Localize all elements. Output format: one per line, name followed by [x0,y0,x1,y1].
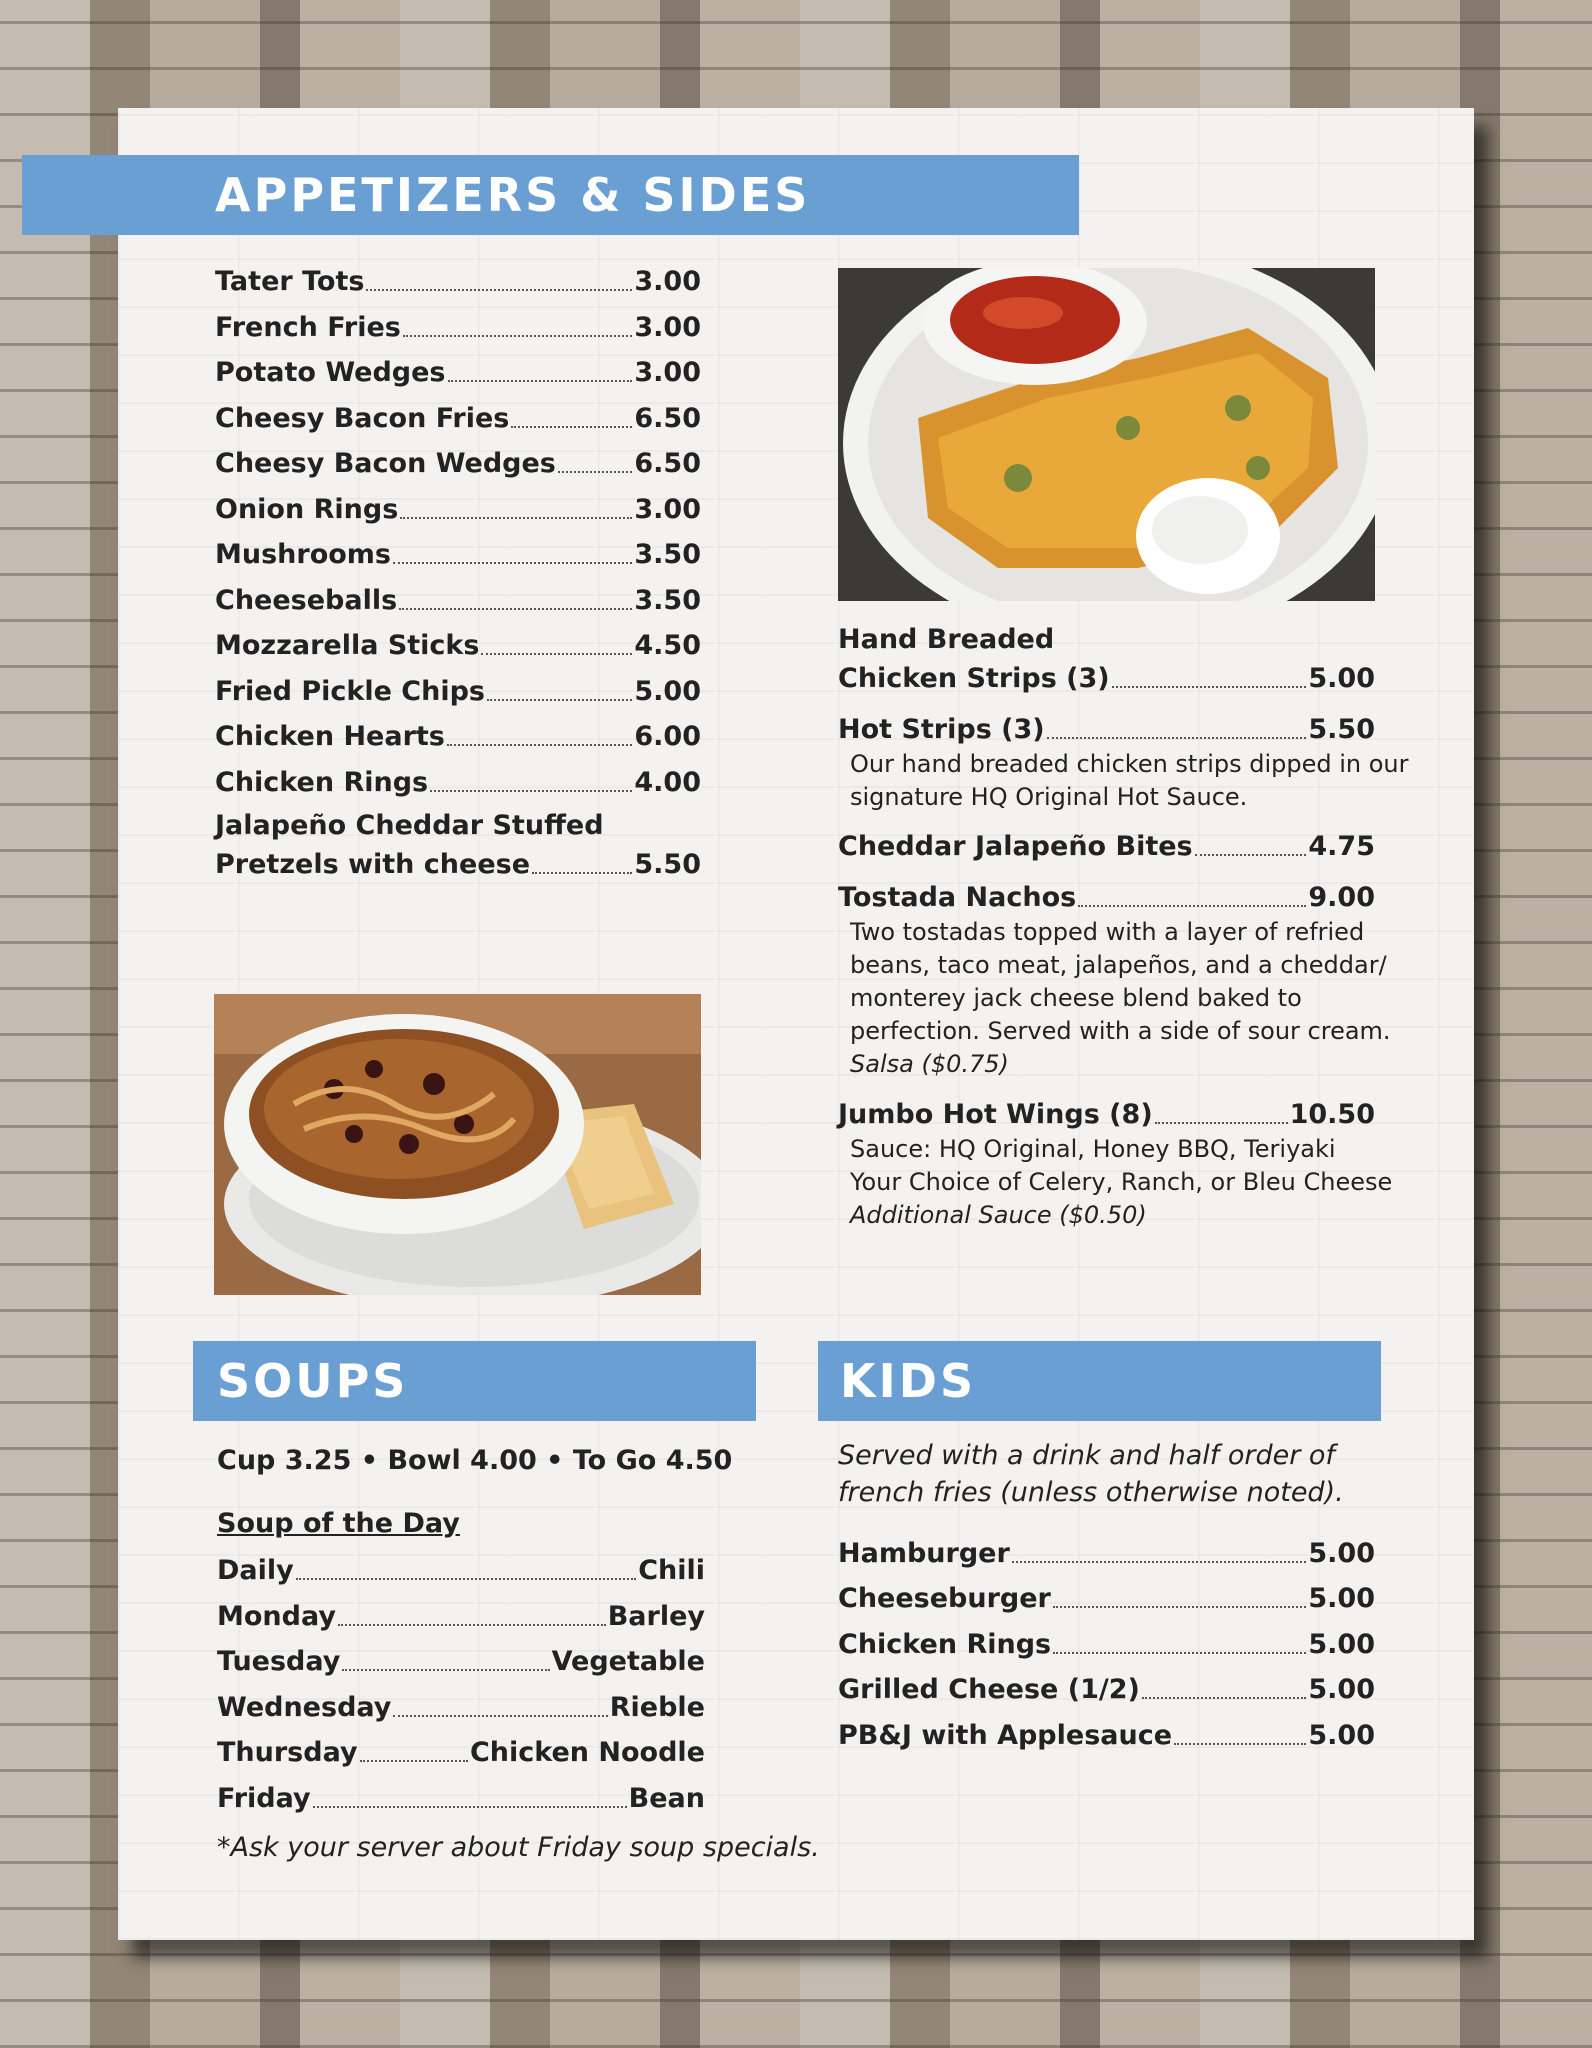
menu-item: Cheesy Bacon Fries 6.50 [215,403,701,434]
appetizers-heading: APPETIZERS & SIDES [22,155,1079,235]
menu-item: Cheeseballs 3.50 [215,585,701,616]
soup-day-row: Daily Chili [217,1555,705,1586]
kids-item: Hamburger 5.00 [838,1538,1375,1569]
soup-day-row: Monday Barley [217,1601,705,1632]
menu-item: Hot Strips (3) 5.50 [838,714,1375,745]
menu-item: Mushrooms 3.50 [215,539,701,570]
soup-of-the-day-label: Soup of the Day [217,1508,460,1539]
chicken-strips-name-line1: Hand Breaded [838,624,1055,655]
soup-day-row: Thursday Chicken Noodle [217,1737,705,1768]
menu-item: Cheddar Jalapeño Bites 4.75 [838,831,1375,862]
menu-item: French Fries 3.00 [215,312,701,343]
wings-description: Sauce: HQ Original, Honey BBQ, Teriyaki Your Choice of Celery, Ranch, or Bleu Cheese Additional Sauce ($0.50) [850,1135,1393,1229]
menu-item: Tater Tots 3.00 [215,266,701,297]
menu-item: Fried Pickle Chips 5.00 [215,676,701,707]
menu-item: Jumbo Hot Wings (8) 10.50 [838,1099,1375,1130]
kids-item: Chicken Rings 5.00 [838,1629,1375,1660]
kids-note-line2: french fries (unless otherwise noted). [838,1477,1344,1508]
kids-item: PB&J with Applesauce 5.00 [838,1720,1375,1751]
menu-item: Mozzarella Sticks 4.50 [215,630,701,661]
soups-heading: SOUPS [193,1341,756,1421]
hot-strips-description: Our hand breaded chicken strips dipped in our signature HQ Original Hot Sauce. [850,750,1409,811]
soup-day-row: Friday Bean [217,1783,705,1814]
nachos-description: Two tostadas topped with a layer of refried beans, taco meat, jalapeños, and a cheddar/ monterey jack cheese blend baked to perfection. Served with a side of sour cream. Salsa ($0.75) [850,918,1391,1078]
kids-item: Grilled Cheese (1/2) 5.00 [838,1674,1375,1705]
kids-item: Cheeseburger 5.00 [838,1583,1375,1614]
kids-heading: KIDS [818,1341,1381,1421]
cheddar-bites-photo [838,268,1375,601]
soup-day-row: Tuesday Vegetable [217,1646,705,1677]
menu-item: Chicken Rings 4.00 [215,767,701,798]
menu-item: Cheesy Bacon Wedges 6.50 [215,448,701,479]
kids-note-line1: Served with a drink and half order of [838,1440,1335,1471]
menu-item: Chicken Hearts 6.00 [215,721,701,752]
menu-item: Onion Rings 3.00 [215,494,701,525]
menu-item: Potato Wedges 3.00 [215,357,701,388]
soup-note: *Ask your server about Friday soup specials. [217,1832,820,1863]
menu-item: Chicken Strips (3) 5.00 [838,663,1375,694]
pretzels-name-line1: Jalapeño Cheddar Stuffed [215,810,604,841]
menu-item: Pretzels with cheese 5.50 [215,849,701,880]
soup-sizes: Cup 3.25 • Bowl 4.00 • To Go 4.50 [217,1445,733,1476]
chili-photo [214,994,701,1295]
menu-item: Tostada Nachos 9.00 [838,882,1375,913]
soup-day-row: Wednesday Rieble [217,1692,705,1723]
